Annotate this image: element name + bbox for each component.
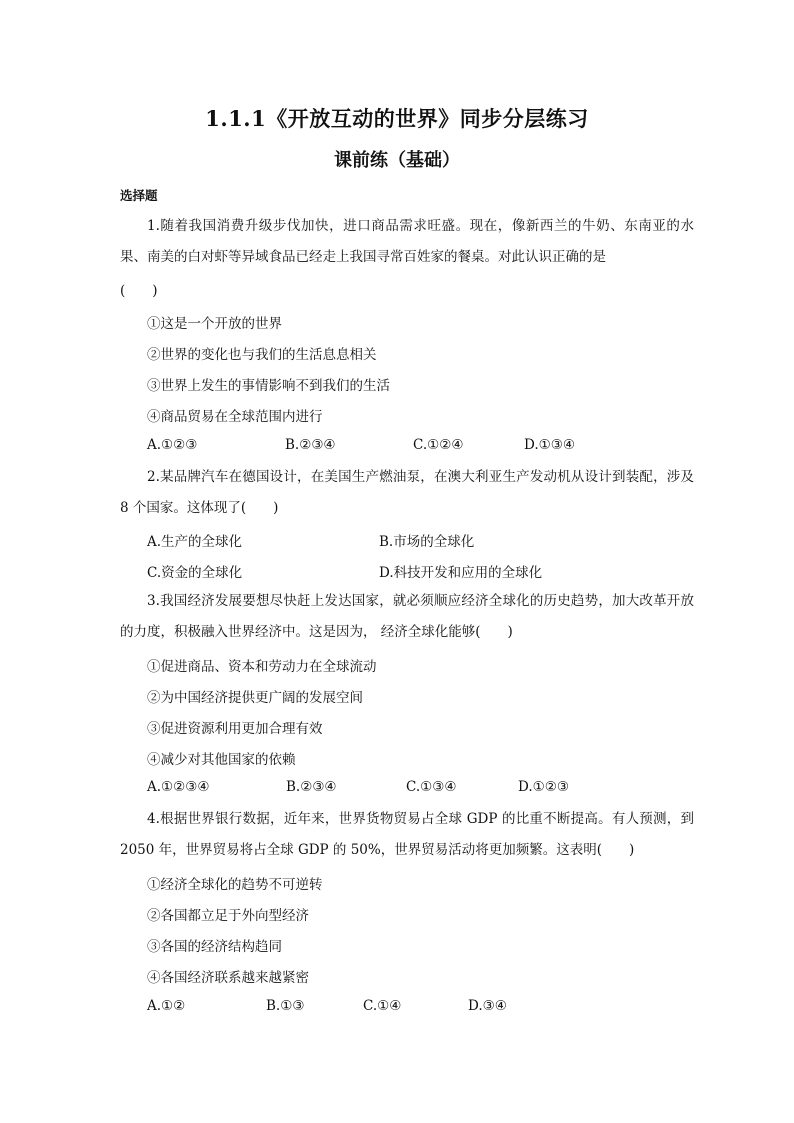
question-4-stem: 4.根据世界银行数据，近年来，世界货物贸易占全球 GDP 的比重不断提高。有人预测，到 2050 年，世界贸易将占全球 GDP 的 50%，世界贸易活动将更加频繁。这表明( ): [120, 811, 694, 858]
choice-b: B.②③④: [286, 779, 337, 795]
question-1-stem: 1.随着我国消费升级步伐加快，进口商品需求旺盛。现在，像新西兰的牛奶、东南亚的水果、南美的白对虾等异域食品已经走上我国寻常百姓家的餐桌。对此认识正确的是: [120, 218, 694, 265]
question-3-item-4: ④减少对其他国家的依赖: [147, 752, 296, 768]
question-3-choices: [147, 779, 707, 799]
question-3-item-2: ②为中国经济提供更广阔的发展空间: [147, 690, 363, 706]
question-1-bracket: ( ): [120, 283, 158, 299]
choice-b: B.市场的全球化: [379, 534, 475, 550]
choice-c: C.①③④: [406, 779, 457, 795]
section-heading: 选择题: [120, 188, 158, 203]
choice-d: D.①③④: [524, 437, 575, 453]
page-title: 1.1.1《开放互动的世界》同步分层练习: [205, 106, 589, 131]
question-4-item-2: ②各国都立足于外向型经济: [147, 908, 309, 924]
question-4-item-3: ③各国的经济结构趋同: [147, 939, 282, 955]
choice-c: C.①④: [363, 998, 402, 1014]
choice-a: A.生产的全球化: [147, 534, 243, 550]
question-2-choices-row-2: [147, 561, 707, 581]
question-3-stem: 3.我国经济发展要想尽快赶上发达国家，就必须顺应经济全球化的历史趋势，加大改革开放的力度，积极融入世界经济中。这是因为， 经济全球化能够( ): [120, 593, 694, 640]
choice-a: A.①②: [147, 998, 186, 1014]
choice-a: A.①②③: [147, 437, 198, 453]
question-3-item-3: ③促进资源利用更加合理有效: [147, 721, 323, 737]
question-2-choices-row-1: [147, 530, 707, 550]
choice-b: B.①③: [266, 998, 305, 1014]
question-1-item-2: ②世界的变化也与我们的生活息息相关: [147, 347, 377, 363]
choice-b: B.②③④: [285, 437, 336, 453]
choice-d: D.③④: [468, 998, 507, 1014]
question-1-item-4: ④商品贸易在全球范围内进行: [147, 409, 323, 425]
choice-a: A.①②③④: [147, 779, 210, 795]
question-4-choices: [147, 998, 707, 1018]
question-1-item-3: ③世界上发生的事情影响不到我们的生活: [147, 378, 390, 394]
question-1-choices: [147, 437, 707, 457]
choice-d: D.科技开发和应用的全球化: [379, 565, 543, 581]
question-2-stem: 2.某品牌汽车在德国设计，在美国生产燃油泵，在澳大利亚生产发动机从设计到装配，涉及 8 个国家。这体现了( ): [120, 469, 694, 516]
question-1-item-1: ①这是一个开放的世界: [147, 316, 282, 332]
choice-d: D.①②③: [518, 779, 569, 795]
page-subtitle: 课前练（基础）: [334, 150, 460, 171]
choice-c: C.资金的全球化: [147, 565, 243, 581]
question-4-item-4: ④各国经济联系越来越紧密: [147, 970, 309, 986]
choice-c: C.①②④: [413, 437, 464, 453]
question-4-item-1: ①经济全球化的趋势不可逆转: [147, 877, 323, 893]
question-3-item-1: ①促进商品、资本和劳动力在全球流动: [147, 659, 377, 675]
